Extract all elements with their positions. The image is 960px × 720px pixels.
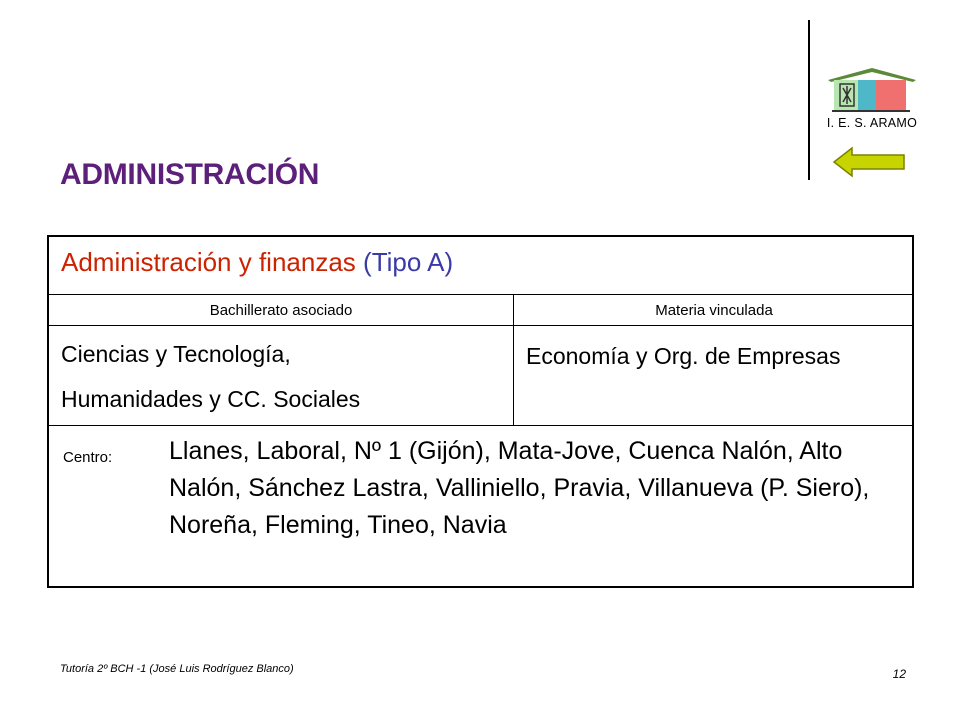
table-header-row xyxy=(49,295,912,326)
table-data-row xyxy=(49,326,912,426)
bachillerato-line-2: Humanidades y CC. Sociales xyxy=(61,386,361,412)
header-materia: Materia vinculada xyxy=(655,302,773,319)
header-divider-line xyxy=(808,20,810,180)
page-number: 12 xyxy=(892,667,906,681)
program-title xyxy=(61,247,453,278)
page-title: ADMINISTRACIÓN xyxy=(60,158,320,191)
materia-value: Economía y Org. de Empresas xyxy=(526,343,841,369)
bachillerato-line-1: Ciencias y Tecnología, xyxy=(61,341,291,367)
program-table xyxy=(47,235,914,588)
program-name: Administración y finanzas xyxy=(61,247,356,277)
centro-list: Llanes, Laboral, Nº 1 (Gijón), Mata-Jove, Cuenca Nalón, Alto Nalón, Sánchez Lastra, Valliniello, Pravia, Villanueva (P. Siero), Noreña, Fleming, Tineo, Navia xyxy=(169,437,870,539)
header-bachillerato: Bachillerato asociado xyxy=(209,302,353,319)
logo-caption: I. E. S. ARAMO xyxy=(826,116,918,130)
back-arrow-icon[interactable] xyxy=(832,146,906,178)
footer-credit: Tutoría 2º BCH -1 (José Luis Rodríguez Blanco) xyxy=(60,663,294,675)
program-title-row xyxy=(49,237,912,295)
centro-label: Centro: xyxy=(63,449,113,466)
program-tipo: (Tipo A) xyxy=(363,247,454,277)
